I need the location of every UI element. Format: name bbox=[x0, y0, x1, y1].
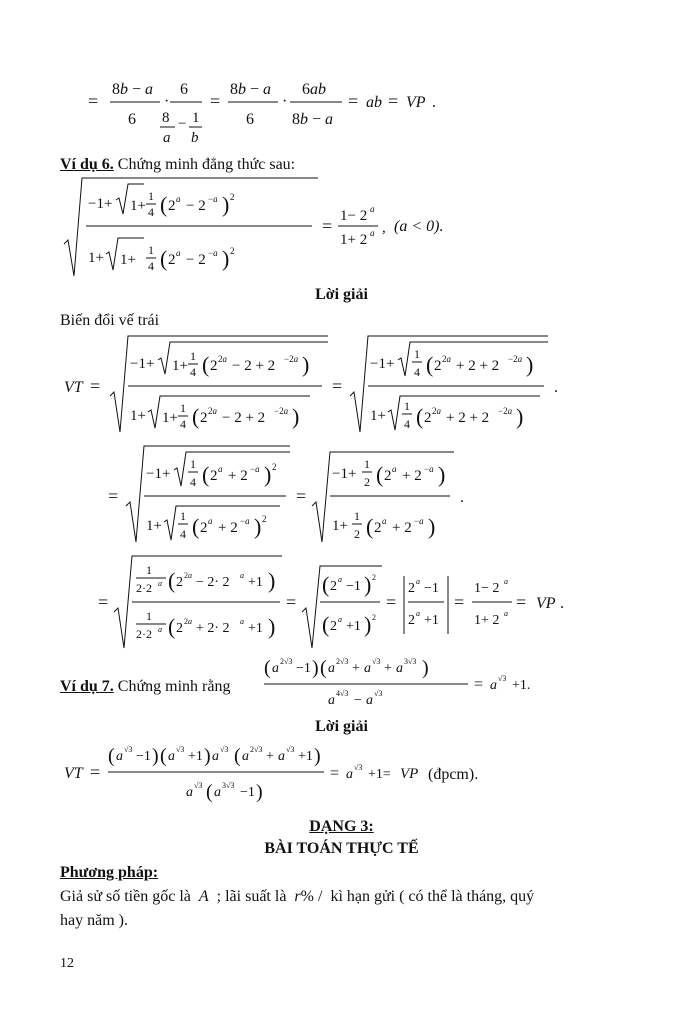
transform-left-text: Biến đổi vế trái bbox=[60, 312, 160, 329]
svg-text:3√3: 3√3 bbox=[222, 781, 235, 790]
example-7-line bbox=[60, 678, 230, 696]
svg-text:a: a bbox=[370, 228, 375, 238]
svg-text:2: 2 bbox=[372, 573, 376, 582]
svg-text:8: 8 bbox=[162, 110, 170, 126]
svg-text:+ 2: + 2 bbox=[218, 520, 238, 536]
svg-text:1: 1 bbox=[190, 349, 196, 363]
vt-formula-2 bbox=[100, 446, 480, 546]
svg-text:a: a bbox=[338, 615, 342, 624]
example-7-label: Ví dụ 7. bbox=[60, 678, 114, 695]
svg-text:=: = bbox=[386, 592, 397, 612]
svg-text:1: 1 bbox=[180, 509, 186, 523]
svg-text:2: 2 bbox=[230, 246, 235, 256]
svg-text:a: a bbox=[116, 749, 123, 764]
svg-text:=: = bbox=[286, 592, 297, 612]
svg-text:2: 2 bbox=[424, 410, 432, 426]
svg-text:=: = bbox=[330, 765, 340, 782]
svg-text:−: − bbox=[178, 116, 187, 132]
svg-text:): ) bbox=[364, 612, 372, 637]
svg-text:(: ( bbox=[202, 352, 210, 377]
svg-text:1+: 1+ bbox=[172, 358, 188, 374]
svg-text:2: 2 bbox=[374, 520, 382, 536]
svg-text:+1: +1 bbox=[248, 621, 263, 636]
svg-text:2: 2 bbox=[384, 468, 392, 484]
svg-text:,: , bbox=[382, 220, 386, 236]
svg-text:−: − bbox=[354, 693, 362, 708]
svg-text:6: 6 bbox=[180, 81, 188, 98]
method-text-3: kì hạn gửi ( có thể là tháng, quý bbox=[330, 888, 535, 905]
svg-text:1+: 1+ bbox=[130, 198, 146, 214]
svg-text:): ) bbox=[256, 781, 263, 803]
svg-text:): ) bbox=[438, 462, 446, 487]
svg-text:(: ( bbox=[416, 404, 424, 429]
svg-text:+ 2 + 2: + 2 + 2 bbox=[456, 358, 500, 374]
svg-text:1+: 1+ bbox=[120, 252, 136, 268]
svg-text:+: + bbox=[352, 661, 360, 676]
svg-text:+1: +1 bbox=[248, 575, 263, 590]
method-text-2: ; lãi suất là bbox=[216, 888, 287, 905]
page-number: 12 bbox=[60, 956, 74, 971]
svg-text:(: ( bbox=[168, 614, 176, 639]
svg-text:=: = bbox=[516, 592, 527, 612]
svg-text:1+ 2: 1+ 2 bbox=[340, 232, 368, 248]
svg-text:2: 2 bbox=[176, 575, 183, 590]
svg-text:a: a bbox=[338, 575, 342, 584]
svg-text:.: . bbox=[560, 595, 564, 612]
svg-text:=: = bbox=[322, 216, 333, 236]
svg-text:+ 2: + 2 bbox=[392, 520, 412, 536]
svg-text:2a: 2a bbox=[218, 354, 227, 364]
svg-text:√3: √3 bbox=[286, 745, 295, 754]
svg-text:1: 1 bbox=[190, 457, 196, 471]
svg-text:a: a bbox=[218, 464, 223, 474]
svg-text:4: 4 bbox=[414, 365, 420, 379]
svg-text:a: a bbox=[212, 749, 219, 764]
svg-text:(: ( bbox=[206, 781, 213, 803]
svg-text:−1+: −1+ bbox=[332, 466, 357, 482]
svg-text:1: 1 bbox=[148, 189, 154, 203]
svg-text:): ) bbox=[312, 657, 319, 679]
svg-text:a: a bbox=[158, 579, 162, 588]
svg-text:a: a bbox=[504, 577, 508, 586]
svg-text:a: a bbox=[214, 785, 221, 800]
svg-text:(: ( bbox=[234, 745, 241, 767]
svg-text:+1: +1 bbox=[346, 619, 361, 634]
svg-text:2: 2 bbox=[168, 198, 176, 214]
svg-text:1+: 1+ bbox=[130, 408, 146, 424]
svg-text:2: 2 bbox=[262, 514, 267, 524]
svg-text:1+: 1+ bbox=[88, 250, 104, 266]
svg-text:8b − a: 8b − a bbox=[292, 111, 334, 128]
svg-text:·: · bbox=[282, 93, 288, 110]
svg-text:a: a bbox=[396, 661, 403, 676]
method-text-1: Giả sử số tiền gốc là bbox=[60, 888, 191, 905]
svg-text:−a: −a bbox=[208, 248, 218, 258]
svg-text:−a: −a bbox=[424, 464, 434, 474]
svg-text:·: · bbox=[164, 93, 170, 110]
svg-text:2: 2 bbox=[364, 475, 370, 489]
svg-text:(: ( bbox=[322, 612, 330, 637]
section-title: DẠNG 3: bbox=[309, 818, 374, 835]
svg-text:4: 4 bbox=[148, 205, 154, 219]
svg-text:a: a bbox=[240, 571, 244, 580]
svg-text:−a: −a bbox=[240, 516, 250, 526]
svg-text:a: a bbox=[366, 693, 373, 708]
svg-text:): ) bbox=[364, 572, 372, 597]
svg-text:− 2 + 2: − 2 + 2 bbox=[222, 410, 266, 426]
svg-text:a: a bbox=[176, 248, 181, 258]
svg-text:a: a bbox=[208, 516, 213, 526]
svg-text:√3: √3 bbox=[372, 657, 381, 666]
svg-text:a: a bbox=[364, 661, 371, 676]
svg-text:(: ( bbox=[322, 572, 330, 597]
svg-text:(: ( bbox=[376, 462, 384, 487]
svg-text:(: ( bbox=[320, 657, 327, 679]
solution-heading-2: Lời giải bbox=[315, 718, 368, 735]
svg-text:2: 2 bbox=[200, 520, 208, 536]
svg-text:1: 1 bbox=[146, 563, 152, 577]
svg-text:a: a bbox=[278, 749, 285, 764]
svg-text:−a: −a bbox=[208, 194, 218, 204]
method-label: Phương pháp: bbox=[60, 864, 159, 881]
svg-text:1− 2: 1− 2 bbox=[474, 581, 500, 596]
svg-text:− 2· 2: − 2· 2 bbox=[196, 575, 230, 590]
svg-text:=: = bbox=[98, 592, 109, 612]
example-6-line bbox=[60, 156, 295, 174]
svg-text:− 2: − 2 bbox=[186, 252, 206, 268]
svg-text:−1: −1 bbox=[424, 581, 439, 596]
example-7-formula bbox=[262, 652, 562, 716]
svg-text:4√3: 4√3 bbox=[336, 689, 349, 698]
svg-text:4: 4 bbox=[180, 417, 186, 431]
svg-text:=: = bbox=[348, 91, 359, 111]
svg-text:2√3: 2√3 bbox=[250, 745, 263, 754]
svg-text:4: 4 bbox=[190, 365, 196, 379]
svg-text:(: ( bbox=[160, 246, 168, 271]
svg-text:−2a: −2a bbox=[274, 406, 289, 416]
svg-text:+: + bbox=[384, 661, 392, 676]
svg-text:a: a bbox=[328, 661, 335, 676]
svg-text:+ 2: + 2 bbox=[228, 468, 248, 484]
method-line-1: Giả sử số tiền gốc là A ; lãi suất là r% / kì hạn gửi ( có thể là tháng, quý bbox=[60, 888, 535, 905]
svg-text:a: a bbox=[370, 204, 375, 214]
svg-text:+1.: +1. bbox=[512, 678, 531, 693]
svg-text:2a: 2a bbox=[208, 406, 217, 416]
svg-text:a: a bbox=[176, 194, 181, 204]
svg-text:2: 2 bbox=[272, 462, 277, 472]
solution-heading-1: Lời giải bbox=[315, 286, 368, 303]
svg-text:ab: ab bbox=[366, 94, 382, 111]
svg-text:(: ( bbox=[202, 462, 210, 487]
svg-text:(: ( bbox=[192, 404, 200, 429]
svg-text:(: ( bbox=[168, 568, 176, 593]
svg-text:− 2 + 2: − 2 + 2 bbox=[232, 358, 276, 374]
svg-text:=: = bbox=[332, 376, 343, 396]
svg-text:VT: VT bbox=[64, 379, 83, 396]
svg-text:): ) bbox=[268, 614, 276, 639]
vt-formula-1 bbox=[60, 336, 580, 436]
svg-text:): ) bbox=[222, 192, 230, 217]
svg-text:4: 4 bbox=[190, 475, 196, 489]
svg-text:a: a bbox=[382, 516, 387, 526]
svg-text:2: 2 bbox=[330, 579, 337, 594]
svg-text:2: 2 bbox=[408, 581, 415, 596]
svg-text:=: = bbox=[90, 762, 101, 782]
svg-text:VT: VT bbox=[64, 765, 83, 782]
svg-text:): ) bbox=[222, 246, 230, 271]
svg-text:−1: −1 bbox=[346, 579, 361, 594]
method-line-2: hay năm ). bbox=[60, 912, 128, 929]
svg-text:2: 2 bbox=[168, 252, 176, 268]
svg-text:2: 2 bbox=[434, 358, 442, 374]
svg-text:1+: 1+ bbox=[332, 518, 348, 534]
svg-text:1+: 1+ bbox=[146, 518, 162, 534]
svg-text:1: 1 bbox=[146, 609, 152, 623]
svg-text:): ) bbox=[264, 462, 272, 487]
svg-text:2: 2 bbox=[330, 619, 337, 634]
svg-text:4: 4 bbox=[404, 417, 410, 431]
svg-text:): ) bbox=[516, 404, 524, 429]
svg-text:=: = bbox=[90, 376, 101, 396]
svg-text:−1+: −1+ bbox=[130, 356, 155, 372]
svg-text:2√3: 2√3 bbox=[336, 657, 349, 666]
svg-text:): ) bbox=[314, 745, 321, 767]
svg-text:a: a bbox=[272, 661, 279, 676]
svg-text:1: 1 bbox=[148, 243, 154, 257]
svg-text:): ) bbox=[302, 352, 310, 377]
svg-text:4: 4 bbox=[180, 527, 186, 541]
svg-text:2: 2 bbox=[210, 468, 218, 484]
formula-line-1 bbox=[80, 72, 440, 152]
svg-text:(: ( bbox=[192, 514, 200, 539]
svg-text:=: = bbox=[388, 91, 399, 111]
svg-text:−a: −a bbox=[414, 516, 424, 526]
svg-text:a: a bbox=[490, 678, 497, 693]
svg-text:): ) bbox=[428, 514, 436, 539]
svg-text:): ) bbox=[152, 745, 159, 767]
svg-text:−a: −a bbox=[250, 464, 260, 474]
svg-text:−1: −1 bbox=[240, 785, 255, 800]
svg-text:+1: +1 bbox=[298, 749, 313, 764]
example-6-statement: Chứng minh đẳng thức sau: bbox=[117, 156, 296, 173]
svg-text:−2a: −2a bbox=[498, 406, 513, 416]
svg-text:6: 6 bbox=[128, 111, 136, 128]
svg-text:1: 1 bbox=[354, 509, 360, 523]
svg-text:a: a bbox=[242, 749, 249, 764]
svg-text:VP: VP bbox=[406, 94, 426, 111]
svg-text:√3: √3 bbox=[194, 781, 203, 790]
svg-text:VP: VP bbox=[400, 766, 419, 782]
svg-text:): ) bbox=[422, 657, 429, 679]
svg-text:): ) bbox=[254, 514, 262, 539]
svg-text:1+: 1+ bbox=[162, 410, 178, 426]
svg-text:−1+: −1+ bbox=[88, 196, 113, 212]
svg-text:=: = bbox=[88, 91, 99, 111]
svg-text:2: 2 bbox=[176, 621, 183, 636]
svg-text:a: a bbox=[504, 609, 508, 618]
svg-text:6: 6 bbox=[246, 111, 254, 128]
svg-text:2: 2 bbox=[354, 527, 360, 541]
svg-text:1− 2: 1− 2 bbox=[340, 208, 368, 224]
svg-text:2a: 2a bbox=[184, 617, 192, 626]
svg-text:(: ( bbox=[108, 745, 115, 767]
svg-text:2a: 2a bbox=[432, 406, 441, 416]
svg-text:): ) bbox=[204, 745, 211, 767]
svg-text:a: a bbox=[328, 693, 335, 708]
svg-text:1+ 2: 1+ 2 bbox=[474, 613, 500, 628]
svg-text:2: 2 bbox=[230, 192, 235, 202]
svg-text:): ) bbox=[292, 404, 300, 429]
svg-text:a: a bbox=[240, 617, 244, 626]
svg-text:=: = bbox=[474, 676, 484, 693]
svg-text:): ) bbox=[526, 352, 534, 377]
svg-text:+ 2: + 2 bbox=[402, 468, 422, 484]
svg-text:√3: √3 bbox=[374, 689, 383, 698]
svg-text:1: 1 bbox=[404, 399, 410, 413]
svg-text:(: ( bbox=[160, 745, 167, 767]
svg-text:=: = bbox=[210, 91, 221, 111]
svg-text:+: + bbox=[266, 749, 274, 764]
svg-text:1: 1 bbox=[364, 457, 370, 471]
svg-text:8b − a: 8b − a bbox=[230, 81, 272, 98]
svg-text:8b − a: 8b − a bbox=[112, 81, 154, 98]
svg-text:√3: √3 bbox=[220, 745, 229, 754]
svg-text:1: 1 bbox=[414, 347, 420, 361]
svg-text:2: 2 bbox=[408, 613, 415, 628]
svg-text:(: ( bbox=[264, 657, 271, 679]
svg-text:+1: +1 bbox=[188, 749, 203, 764]
svg-text:.: . bbox=[460, 489, 464, 506]
svg-text:b: b bbox=[191, 130, 199, 146]
svg-text:1: 1 bbox=[192, 110, 200, 126]
svg-text:a: a bbox=[168, 749, 175, 764]
svg-text:2·2: 2·2 bbox=[136, 581, 152, 595]
svg-text:+ 2· 2: + 2· 2 bbox=[196, 621, 230, 636]
svg-text:+1=: +1= bbox=[368, 767, 391, 782]
svg-text:6ab: 6ab bbox=[302, 81, 326, 98]
svg-text:2·2: 2·2 bbox=[136, 627, 152, 641]
svg-text:+ 2 + 2: + 2 + 2 bbox=[446, 410, 490, 426]
vt-formula-3 bbox=[90, 554, 580, 654]
svg-text:− 2: − 2 bbox=[186, 198, 206, 214]
vt-formula-ex7 bbox=[60, 738, 460, 814]
proof-end: (đpcm). bbox=[428, 766, 479, 783]
svg-text:(: ( bbox=[366, 514, 374, 539]
svg-text:a: a bbox=[416, 609, 420, 618]
svg-text:.: . bbox=[432, 94, 436, 111]
svg-text:+1: +1 bbox=[424, 613, 439, 628]
svg-text:√3: √3 bbox=[176, 745, 185, 754]
example-6-label: Ví dụ 6. bbox=[60, 156, 114, 173]
svg-text:.: . bbox=[554, 379, 558, 396]
svg-text:4: 4 bbox=[148, 259, 154, 273]
svg-text:1: 1 bbox=[180, 401, 186, 415]
svg-text:−1: −1 bbox=[296, 661, 311, 676]
svg-text:−1+: −1+ bbox=[370, 356, 395, 372]
svg-text:−2a: −2a bbox=[284, 354, 299, 364]
svg-text:2a: 2a bbox=[184, 571, 192, 580]
svg-text:a: a bbox=[186, 785, 193, 800]
svg-text:a: a bbox=[163, 130, 171, 146]
svg-text:−1+: −1+ bbox=[146, 466, 171, 482]
svg-text:1+: 1+ bbox=[370, 408, 386, 424]
svg-text:−2a: −2a bbox=[508, 354, 523, 364]
svg-text:√3: √3 bbox=[498, 674, 507, 683]
svg-text:2√3: 2√3 bbox=[280, 657, 293, 666]
svg-text:−1: −1 bbox=[136, 749, 151, 764]
svg-text:2: 2 bbox=[372, 613, 376, 622]
svg-text:(: ( bbox=[426, 352, 434, 377]
example-6-condition: (a < 0). bbox=[394, 218, 444, 235]
svg-text:(: ( bbox=[160, 192, 168, 217]
svg-text:2a: 2a bbox=[442, 354, 451, 364]
svg-text:√3: √3 bbox=[124, 745, 133, 754]
svg-text:a: a bbox=[346, 767, 353, 782]
example-6-formula bbox=[60, 176, 420, 286]
svg-text:3√3: 3√3 bbox=[404, 657, 417, 666]
svg-text:=: = bbox=[108, 486, 119, 506]
svg-text:): ) bbox=[268, 568, 276, 593]
svg-text:a: a bbox=[416, 577, 420, 586]
section-subtitle: BÀI TOÁN THỰC TẾ bbox=[264, 840, 419, 857]
svg-text:a: a bbox=[158, 625, 162, 634]
svg-text:VP: VP bbox=[536, 595, 556, 612]
svg-text:a: a bbox=[392, 464, 397, 474]
svg-text:2: 2 bbox=[200, 410, 208, 426]
example-7-statement: Chứng minh rằng bbox=[117, 678, 231, 695]
svg-text:=: = bbox=[454, 592, 465, 612]
svg-text:√3: √3 bbox=[354, 763, 363, 772]
svg-text:2: 2 bbox=[210, 358, 218, 374]
svg-text:=: = bbox=[296, 486, 307, 506]
